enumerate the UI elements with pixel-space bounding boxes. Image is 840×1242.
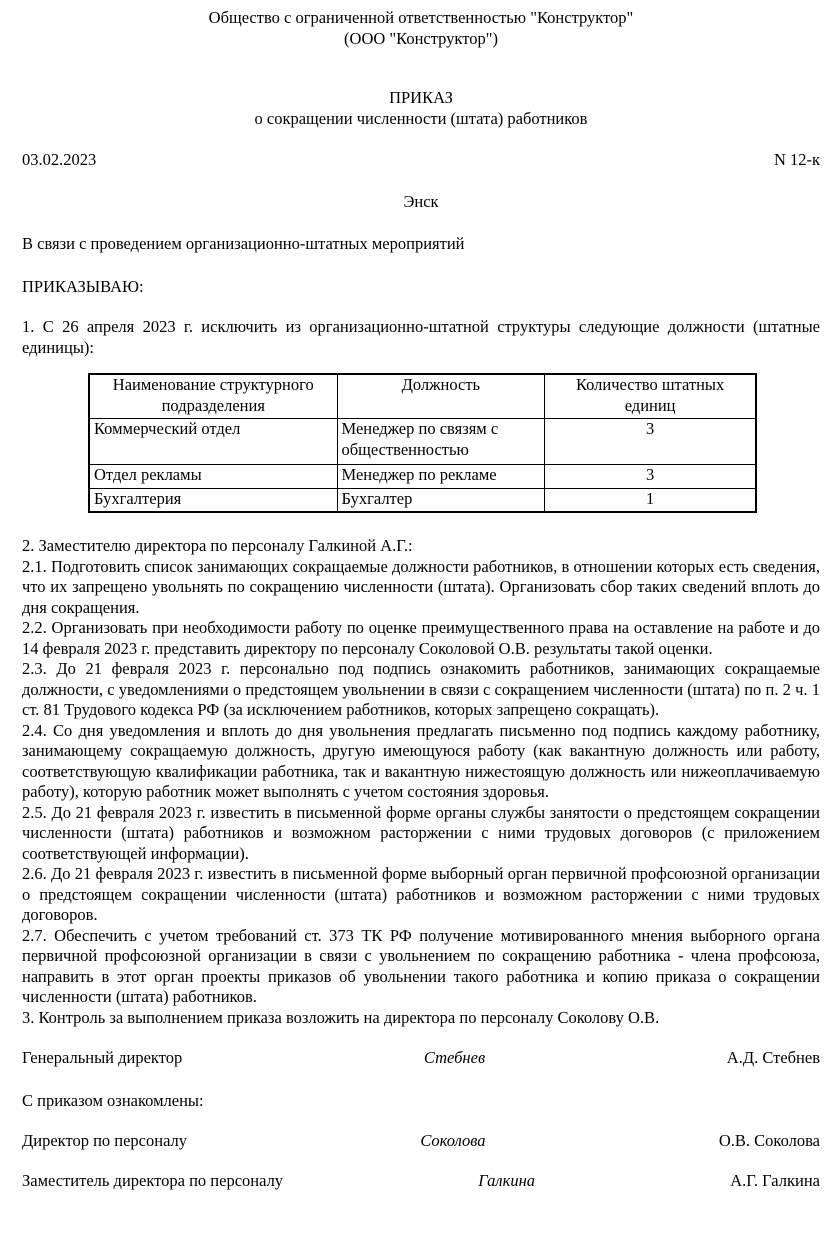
signer-name: О.В. Соколова xyxy=(718,1131,820,1150)
order-keyword: ПРИКАЗЫВАЮ: xyxy=(22,276,144,296)
signature-row-hr-director xyxy=(22,1131,820,1152)
order-paragraph: 2.4. Со дня уведомления и вплоть до дня увольнения предлагать письменно под подпись каждому работнику, занимающему сокращаемую должность, другую имеющуюся работу (как вакантную должность или работу, соответствующую квалификации работника, так и вакантную нижестоящую должность или нижеоплачиваемую работу), которую работник может выполнять с учетом состояния здоровья. xyxy=(22,720,820,801)
document-title: ПРИКАЗ xyxy=(389,88,453,107)
signature-row-director xyxy=(22,1048,820,1069)
cell-department: Отдел рекламы xyxy=(89,465,337,489)
cell-position: Менеджер по рекламе xyxy=(337,465,545,489)
order-paragraph: 3. Контроль за выполнением приказа возложить на директора по персоналу Соколову О.В. xyxy=(22,1007,660,1027)
document-subtitle: о сокращении численности (штата) работников xyxy=(254,108,588,128)
positions-table xyxy=(88,373,757,513)
organization-header xyxy=(22,8,820,49)
cell-department: Коммерческий отдел xyxy=(89,419,337,465)
order-paragraph: 2.1. Подготовить список занимающих сокращаемые должности работников, в отношении которых есть сведения, что их запрещено увольнять по сокращению численности (штата). Организовать сбор таких сведений вплоть до дня сокращения. xyxy=(22,556,820,617)
handwritten-signature: Галкина xyxy=(478,1170,536,1190)
cell-count: 3 xyxy=(545,419,756,465)
order-paragraph: 2.7. Обеспечить с учетом требований ст. 373 ТК РФ получение мотивированного мнения выборного органа первичной профсоюзной организации в связи с увольнением по сокращению работника - члена профсоюза, направить в этот орган проекты приказов об увольнении такого работника и копию приказа о сокращении численности (штата) работников. xyxy=(22,925,820,1006)
table-row xyxy=(89,488,756,512)
order-paragraph: 2. Заместителю директора по персоналу Галкиной А.Г.: xyxy=(22,536,413,555)
signer-position: Генеральный директор xyxy=(22,1048,183,1067)
cell-position: Менеджер по связям с общественностью xyxy=(337,419,545,465)
document-date: 03.02.2023 xyxy=(22,150,97,169)
signature-row-deputy-hr-director xyxy=(22,1171,820,1192)
signer-position: Заместитель директора по персоналу xyxy=(22,1170,284,1190)
column-header-department: Наименование структурного подразделения xyxy=(89,374,337,419)
column-header-count: Количество штатных единиц xyxy=(545,374,756,419)
order-paragraph: 2.6. До 21 февраля 2023 г. известить в письменной форме выборный орган первичной профсоюзной организации о предстоящем сокращении численности (штата) работников и возможном расторжении с ними трудовых договоров. xyxy=(22,864,820,924)
cell-count: 3 xyxy=(545,465,756,489)
date-number-row xyxy=(22,150,820,171)
document-number: N 12-к xyxy=(773,150,820,169)
order-paragraph: 2.3. До 21 февраля 2023 г. персонально под подпись ознакомить работников, занимающих сокращаемые должности, с уведомлениями о предстоящем увольнении в связи с сокращением численности (штата) по п. 2 ч. 1 ст. 81 Трудового кодекса РФ (за исключением работников, которых запрещено сокращать). xyxy=(22,659,820,719)
order-item-1: 1. С 26 апреля 2023 г. исключить из организационно-штатной структуры следующие должности (штатные единицы): xyxy=(22,317,820,357)
acknowledged-label: С приказом ознакомлены: xyxy=(22,1090,204,1110)
cell-department: Бухгалтерия xyxy=(89,488,337,512)
signer-name: А.Г. Галкина xyxy=(730,1170,820,1190)
document-title-block xyxy=(22,88,820,129)
cell-position: Бухгалтер xyxy=(337,488,545,512)
preamble-text: В связи с проведением организационно-штатных мероприятий xyxy=(22,234,465,253)
handwritten-signature: Соколова xyxy=(420,1131,486,1150)
order-paragraph: 2.5. До 21 февраля 2023 г. известить в письменной форме органы службы занятости о предстоящем сокращении численности (штата) работников и возможном расторжении с ними трудовых договоров (с приложением соответствующей информации). xyxy=(22,802,820,863)
signer-position: Директор по персоналу xyxy=(22,1131,188,1150)
cell-count: 1 xyxy=(545,488,756,512)
table-row xyxy=(89,419,756,465)
order-body xyxy=(22,536,820,1028)
organization-name-full: Общество с ограниченной ответственностью "Конструктор" xyxy=(208,8,634,27)
positions-table-body xyxy=(89,419,756,513)
column-header-position: Должность xyxy=(337,374,545,419)
table-row xyxy=(89,465,756,489)
order-paragraph: 2.2. Организовать при необходимости работу по оценке преимущественного права на оставление на работе и до 14 февраля 2023 г. представить директору по персоналу Соколовой О.В. результаты такой оценки. xyxy=(22,618,820,658)
document-city: Энск xyxy=(403,191,439,211)
table-header-row xyxy=(89,374,756,419)
positions-table-head xyxy=(89,374,756,419)
signer-name: А.Д. Стебнев xyxy=(726,1048,820,1067)
organization-name-short: (ООО "Конструктор") xyxy=(344,28,498,48)
handwritten-signature: Стебнев xyxy=(423,1048,486,1067)
